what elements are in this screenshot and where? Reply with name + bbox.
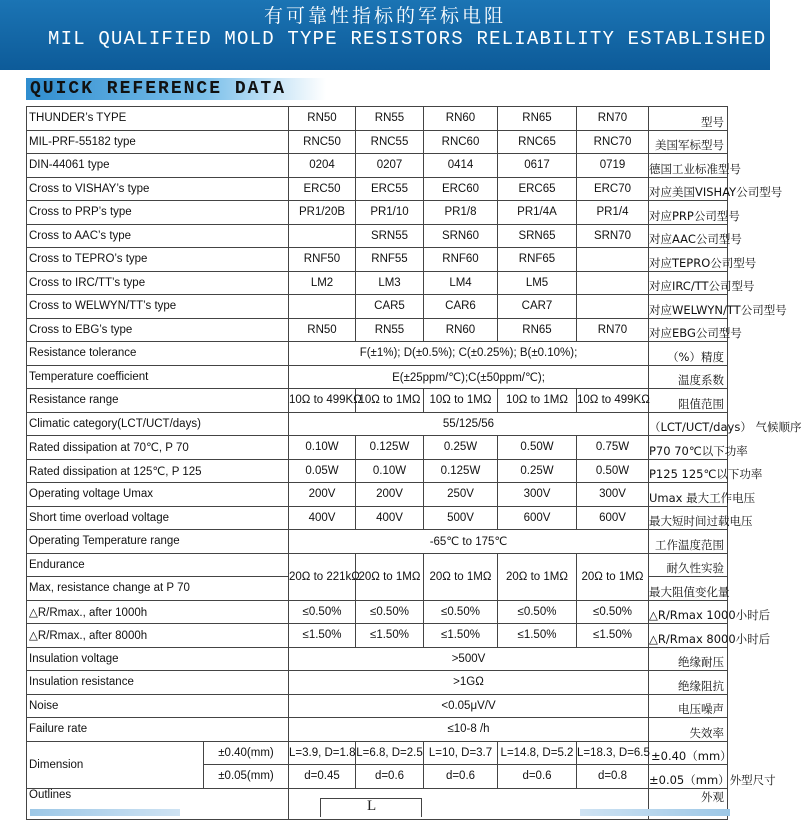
row-value: PR1/4 — [577, 201, 649, 225]
row-value: 10Ω to 1MΩ — [356, 389, 424, 413]
row-label-cn: △R/Rmax 8000小时后 — [649, 624, 728, 648]
row-value: SRN65 — [498, 224, 577, 248]
section-title: QUICK REFERENCE DATA — [30, 79, 287, 99]
row-value: d=0.45 — [289, 765, 356, 789]
row-value: PR1/8 — [424, 201, 498, 225]
row-value: ≤0.50% — [424, 600, 498, 624]
table-row — [27, 741, 728, 765]
row-value: 300V — [498, 483, 577, 507]
row-value: PR1/10 — [356, 201, 424, 225]
row-label: Failure rate — [27, 718, 289, 742]
row-value: 0719 — [577, 154, 649, 178]
row-value: RN65 — [498, 318, 577, 342]
row-value: 250V — [424, 483, 498, 507]
row-label-cn: 绝缘阻抗 — [649, 671, 728, 695]
row-label-cn: 耐久性实验 — [649, 553, 728, 577]
row-value: 20Ω to 1MΩ — [424, 553, 498, 600]
row-value: 0207 — [356, 154, 424, 178]
row-label: Operating voltage Umax — [27, 483, 289, 507]
row-label-cn: 对应美国VISHAY公司型号 — [649, 177, 728, 201]
row-value: RNF65 — [498, 248, 577, 272]
row-value: d=0.6 — [498, 765, 577, 789]
table-row — [27, 201, 728, 225]
row-label-cn: P125 125℃以下功率 — [649, 459, 728, 483]
table-row — [27, 600, 728, 624]
row-value: 0.25W — [424, 436, 498, 460]
row-value: LM5 — [498, 271, 577, 295]
row-label: Insulation voltage — [27, 647, 289, 671]
dimension-tolerance: ±0.40(mm) — [204, 741, 289, 765]
row-label-cn: 最大阻值变化量 — [649, 577, 728, 601]
row-value: ERC65 — [498, 177, 577, 201]
table-row — [27, 224, 728, 248]
dimension-label-cn: 外型尺寸 — [729, 772, 776, 787]
row-value — [577, 248, 649, 272]
row-value: PR1/20B — [289, 201, 356, 225]
table-row — [27, 647, 728, 671]
table-row — [27, 436, 728, 460]
row-value — [577, 295, 649, 319]
table-row — [27, 154, 728, 178]
row-value: ERC50 — [289, 177, 356, 201]
row-value: L=18.3, D=6.5 — [577, 741, 649, 765]
row-value: RNC70 — [577, 130, 649, 154]
row-label-cn: 绝缘耐压 — [649, 647, 728, 671]
table-row — [27, 483, 728, 507]
row-value: ≤0.50% — [356, 600, 424, 624]
row-label-cn: （LCT/UCT/days） 气候顺序 — [649, 412, 728, 436]
row-value: RN60 — [424, 318, 498, 342]
row-value: RNF55 — [356, 248, 424, 272]
row-value: 200V — [356, 483, 424, 507]
row-value: E(±25ppm/℃);C(±50ppm/℃); — [289, 365, 649, 389]
title-chinese: 有可靠性指标的军标电阻 — [263, 5, 506, 27]
row-label: MIL-PRF-55182 type — [27, 130, 289, 154]
row-label: Cross to VISHAY’s type — [27, 177, 289, 201]
row-value: F(±1%); D(±0.5%); C(±0.25%); B(±0.10%); — [289, 342, 649, 366]
row-label-cn: 电压噪声 — [649, 694, 728, 718]
row-label: Cross to WELWYN/TT’s type — [27, 295, 289, 319]
row-value: 0.10W — [356, 459, 424, 483]
row-value: LM2 — [289, 271, 356, 295]
row-label: Rated dissipation at 70℃, P 70 — [27, 436, 289, 460]
row-label: Cross to PRP’s type — [27, 201, 289, 225]
row-label: Climatic category(LCT/UCT/days) — [27, 412, 289, 436]
row-value: ≤1.50% — [498, 624, 577, 648]
row-value: RNC50 — [289, 130, 356, 154]
dimension-tolerance: ±0.05(mm) — [204, 765, 289, 789]
row-value: 20Ω to 221kΩ — [289, 553, 356, 600]
row-label: △R/Rmax., after 8000h — [27, 624, 289, 648]
row-label: Max, resistance change at P 70 — [27, 577, 289, 601]
row-label: Resistance range — [27, 389, 289, 413]
row-value: 400V — [289, 506, 356, 530]
row-label-cn: 最大短时间过载电压 — [649, 506, 728, 530]
row-value: L=10, D=3.7 — [424, 741, 498, 765]
row-value: ≤0.50% — [289, 600, 356, 624]
row-label: Temperature coefficient — [27, 365, 289, 389]
row-value: 0.25W — [498, 459, 577, 483]
section-header — [26, 78, 326, 100]
row-value: CAR6 — [424, 295, 498, 319]
row-value: ≤1.50% — [424, 624, 498, 648]
table-row — [27, 671, 728, 695]
row-value: ≤1.50% — [289, 624, 356, 648]
row-value: ≤1.50% — [356, 624, 424, 648]
row-value: 0.125W — [424, 459, 498, 483]
table-row — [27, 365, 728, 389]
table-row — [27, 412, 728, 436]
row-value: L=6.8, D=2.5 — [356, 741, 424, 765]
dimension-tolerance-cn: ±0.40（mm） — [649, 741, 728, 765]
row-label: Cross to EBG’s type — [27, 318, 289, 342]
row-value: d=0.6 — [424, 765, 498, 789]
row-value: CAR5 — [356, 295, 424, 319]
row-value: L=3.9, D=1.8 — [289, 741, 356, 765]
row-label: Noise — [27, 694, 289, 718]
row-value: 20Ω to 1MΩ — [498, 553, 577, 600]
row-value: 0204 — [289, 154, 356, 178]
row-value: SRN60 — [424, 224, 498, 248]
table-row — [27, 530, 728, 554]
row-value: 0414 — [424, 154, 498, 178]
table-row — [27, 718, 728, 742]
row-label-cn: 对应TEPRO公司型号 — [649, 248, 728, 272]
row-value: RN70 — [577, 318, 649, 342]
row-label-cn: 对应WELWYN/TT公司型号 — [649, 295, 728, 319]
table-row — [27, 248, 728, 272]
row-label: Insulation resistance — [27, 671, 289, 695]
table-row — [27, 295, 728, 319]
row-label-cn: 阻值范围 — [649, 389, 728, 413]
row-value: RNC55 — [356, 130, 424, 154]
row-value: ≤0.50% — [577, 600, 649, 624]
row-value: 300V — [577, 483, 649, 507]
row-label: Cross to TEPRO’s type — [27, 248, 289, 272]
row-value: 0.75W — [577, 436, 649, 460]
outlines-label: Outlines — [27, 788, 289, 819]
row-value: PR1/4A — [498, 201, 577, 225]
row-label-cn: 对应IRC/TT公司型号 — [649, 271, 728, 295]
row-label-cn: P70 70℃以下功率 — [649, 436, 728, 460]
row-value: RNF50 — [289, 248, 356, 272]
row-label-cn: （%）精度 — [649, 342, 728, 366]
row-value — [289, 224, 356, 248]
row-value: RN55 — [356, 107, 424, 131]
row-label-cn: Umax 最大工作电压 — [649, 483, 728, 507]
row-value: RNC65 — [498, 130, 577, 154]
row-label-cn: △R/Rmax 1000小时后 — [649, 600, 728, 624]
row-value: ≤10-8 /h — [289, 718, 649, 742]
title-english: MIL QUALIFIED MOLD TYPE RESISTORS RELIABILITY ESTABLISHED — [48, 28, 767, 50]
row-value: SRN55 — [356, 224, 424, 248]
row-label-cn: 美国军标型号 — [649, 130, 728, 154]
row-value: 600V — [577, 506, 649, 530]
table-row — [27, 624, 728, 648]
row-value: 0.05W — [289, 459, 356, 483]
row-label-cn: 对应AAC公司型号 — [649, 224, 728, 248]
row-value: 600V — [498, 506, 577, 530]
row-value: RN50 — [289, 318, 356, 342]
row-value: <0.05μV/V — [289, 694, 649, 718]
row-value: >1GΩ — [289, 671, 649, 695]
row-value: 10Ω to 1MΩ — [424, 389, 498, 413]
row-value: RN60 — [424, 107, 498, 131]
outline-image-right — [580, 809, 730, 816]
row-value — [577, 271, 649, 295]
row-value: ERC70 — [577, 177, 649, 201]
row-value: d=0.8 — [577, 765, 649, 789]
table-row — [27, 107, 728, 131]
row-value: RN50 — [289, 107, 356, 131]
row-value: RN70 — [577, 107, 649, 131]
row-value: 55/125/56 — [289, 412, 649, 436]
row-value: 0.50W — [577, 459, 649, 483]
row-value: 0617 — [498, 154, 577, 178]
row-label-cn: 工作温度范围 — [649, 530, 728, 554]
outline-diagram — [320, 798, 422, 817]
table-row — [27, 342, 728, 366]
row-label-cn: 对应PRP公司型号 — [649, 201, 728, 225]
row-label: Endurance — [27, 553, 289, 577]
row-label: Cross to IRC/TT’s type — [27, 271, 289, 295]
row-value: -65℃ to 175℃ — [289, 530, 649, 554]
row-value: LM4 — [424, 271, 498, 295]
row-value: CAR7 — [498, 295, 577, 319]
row-value: 10Ω to 1MΩ — [498, 389, 577, 413]
row-label: Resistance tolerance — [27, 342, 289, 366]
row-label: THUNDER’s TYPE — [27, 107, 289, 131]
row-value: ≤0.50% — [498, 600, 577, 624]
row-value: 20Ω to 1MΩ — [577, 553, 649, 600]
row-value: ERC60 — [424, 177, 498, 201]
row-label: Operating Temperature range — [27, 530, 289, 554]
dimension-tolerance-cn-cell — [649, 765, 776, 789]
table-row — [27, 130, 728, 154]
row-value: 0.125W — [356, 436, 424, 460]
table-row — [27, 318, 728, 342]
row-value: ≤1.50% — [577, 624, 649, 648]
row-value: 0.50W — [498, 436, 577, 460]
dimension-label: Dimension — [27, 741, 204, 788]
spec-table — [26, 106, 801, 820]
row-value: LM3 — [356, 271, 424, 295]
row-label: DIN-44061 type — [27, 154, 289, 178]
row-value: RNC60 — [424, 130, 498, 154]
row-value: ERC55 — [356, 177, 424, 201]
table-row — [27, 177, 728, 201]
row-value: 10Ω to 499KΩ — [577, 389, 649, 413]
dimension-tolerance-cn: ±0.05（mm） — [649, 772, 730, 787]
row-value: 500V — [424, 506, 498, 530]
row-label: △R/Rmax., after 1000h — [27, 600, 289, 624]
row-value — [289, 295, 356, 319]
header-banner — [0, 0, 770, 70]
row-label: Short time overload voltage — [27, 506, 289, 530]
table-row — [27, 271, 728, 295]
row-value: >500V — [289, 647, 649, 671]
row-value: 10Ω to 499KΩ — [289, 389, 356, 413]
outline-image-left — [30, 809, 180, 816]
table-row — [27, 389, 728, 413]
row-value: 400V — [356, 506, 424, 530]
row-value: SRN70 — [577, 224, 649, 248]
table-row — [27, 506, 728, 530]
row-label-cn: 德国工业标准型号 — [649, 154, 728, 178]
row-label: Rated dissipation at 125℃, P 125 — [27, 459, 289, 483]
row-value: RN55 — [356, 318, 424, 342]
row-value: d=0.6 — [356, 765, 424, 789]
row-value: 0.10W — [289, 436, 356, 460]
row-value: L=14.8, D=5.2 — [498, 741, 577, 765]
row-label-cn: 型号 — [649, 107, 728, 131]
row-label: Cross to AAC’s type — [27, 224, 289, 248]
table-row — [27, 553, 728, 577]
row-value: 20Ω to 1MΩ — [356, 553, 424, 600]
table-row — [27, 459, 728, 483]
outlines-label-cn: 外观 — [649, 788, 728, 819]
length-label: L — [367, 798, 377, 814]
row-value: 200V — [289, 483, 356, 507]
table-row — [27, 694, 728, 718]
row-label-cn: 温度系数 — [649, 365, 728, 389]
row-value: RN65 — [498, 107, 577, 131]
row-label-cn: 失效率 — [649, 718, 728, 742]
row-label-cn: 对应EBG公司型号 — [649, 318, 728, 342]
row-value: RNF60 — [424, 248, 498, 272]
